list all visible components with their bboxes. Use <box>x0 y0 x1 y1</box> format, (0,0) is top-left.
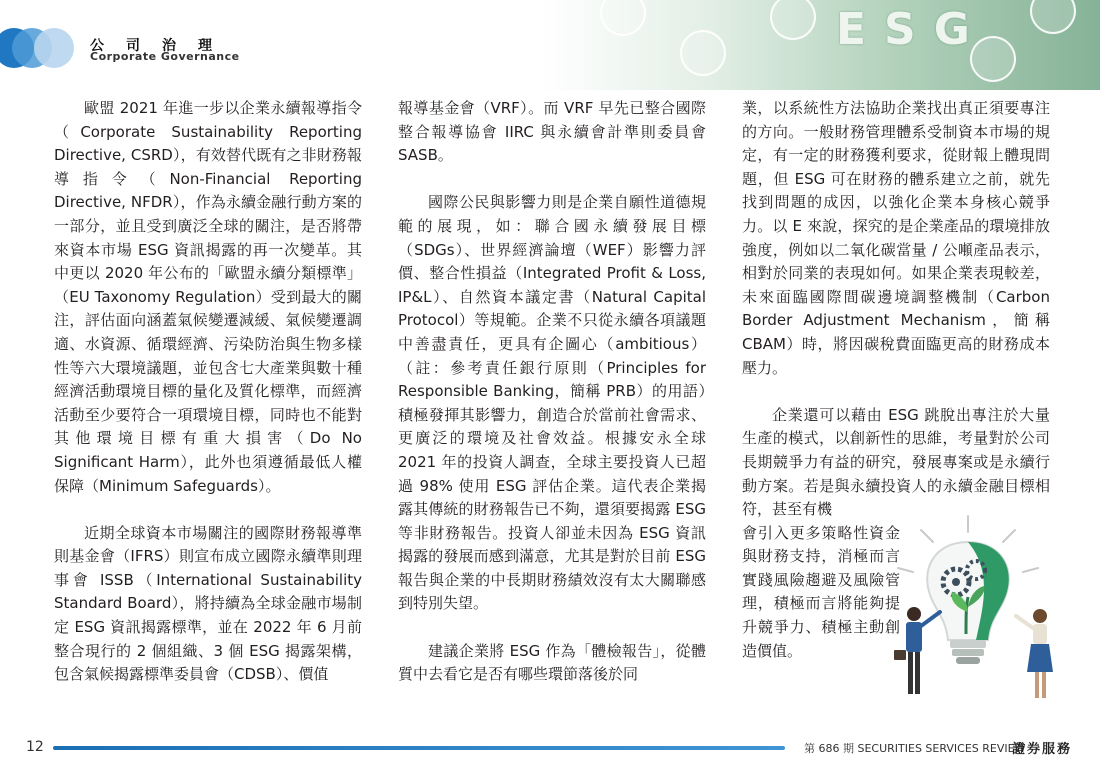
issue-label: 第 686 期 SECURITIES SERVICES REVIEW <box>804 742 1026 755</box>
paragraph: 近期全球資本市場關注的國際財務報導準則基金會（IFRS）則宣布成立國際永續準則理事會 ISSB（International Sustainability Standard Board），將持續為全球金融市場制定 ESG 資訊揭露標準，並在 2022 年 6 月前整合現行的 2 個組織、3 個 ESG 揭露架構，包含氣候揭露標準委員會（CDSB）、價值 <box>54 523 362 684</box>
article-column-1 <box>54 97 362 710</box>
lightbulb-growth-illustration <box>888 512 1068 702</box>
section-circles-logo <box>0 28 80 68</box>
footer-divider <box>53 746 785 750</box>
page-number: 12 <box>26 739 44 755</box>
esg-hex-decoration <box>680 30 726 76</box>
article-column-2 <box>398 97 706 710</box>
esg-hex-decoration <box>600 0 646 36</box>
esg-banner-art <box>540 0 1100 90</box>
esg-banner-title: ESG <box>836 4 988 55</box>
paragraph-wrap-around-illustration <box>742 522 900 664</box>
publication-brand: 證券服務 <box>1012 742 1073 757</box>
paragraph: 國際公民與影響力則是企業自願性道德規範的展現，如：聯合國永續發展目標（SDGs）、世界經濟論壇（WEF）影響力評價、整合性損益（Integrated Profit & Loss, IP&L）、自然資本議定書（Natural Capital Protocol）等規範。企業不只從永續各項議題中善盡責任，更具有企圖心（ambitious）（註：參考責任銀行原則（Principles for Responsible Banking，簡稱 PRB）的用語）積極發揮其影響力，創造合於當前社會需求、更廣泛的環境及社會效益。根據安永全球 2021 年的投資人調查，全球主要投資人已超過 98% 使用 ESG 評估企業。這代表企業揭露其傳統的財務報告已不夠，還須要揭露 ESG 等非財務報告。投資人卻並未因為 ESG 資訊揭露的發展而感到滿意，尤其是對於目前 ESG 報告與企業的中長期財務績效沒有太大關聯感到特別失望。 <box>398 193 706 613</box>
paragraph: 報導基金會（VRF）。而 VRF 早先已整合國際整合報導協會 IIRC 與永續會計準則委員會 SASB。 <box>398 99 706 165</box>
esg-hex-decoration <box>770 0 816 40</box>
section-title-zh: 公司治理 <box>90 38 234 54</box>
paragraph: 會引入更多策略性資金與財務支持，消極而言實踐風險趨避及風險管理，積極而言將能夠提升競爭力、積極主動創造價值。 <box>742 523 900 660</box>
paragraph: 企業還可以藉由 ESG 跳脫出專注於大量生產的模式，以創新性的思維，考量對於公司長期競爭力有益的研究，發展專案或是永續行動方案。若是與永續投資人的永續金融目標相符，甚至有機 <box>742 405 1050 519</box>
paragraph: 歐盟 2021 年進一步以企業永續報導指令（Corporate Sustainability Reporting Directive, CSRD），有效替代既有之非財務報導指令（Non-Financial Reporting Directive, NFDR），作為永續金融行動方案的一部分，並且受到廣泛全球的關注，是否將帶來資本市場 ESG 資訊揭露的再一次變革。其中更以 2020 年公布的「歐盟永續分類標準」（EU Taxonomy Regulation）受到最大的關注，評估面向涵蓋氣候變遷減緩、氣候變遷調適、水資源、循環經濟、污染防治與生物多樣性等六大環境議題，並包含七大產業與數十種經濟活動環境目標的量化及質化標準，而經濟活動至少要符合一項環境目標，同時也不能對其他環境目標有重大損害（Do No Significant Harm），此外也須遵循最低人權保障（Minimum Safeguards）。 <box>54 99 362 495</box>
page-header <box>0 0 1100 90</box>
esg-hex-decoration <box>1030 0 1076 34</box>
paragraph: 建議企業將 ESG 作為「體檢報告」，從體質中去看它是否有哪些環節落後於同 <box>398 641 706 684</box>
paragraph: 業，以系統性方法協助企業找出真正須要專注的方向。一般財務管理體系受制資本市場的規定，有一定的財務獲利要求，從財報上體現問題，但 ESG 可在財務的體系建立之前，就先找到問題的成因，以強化企業本身核心競爭力。以 E 來說，探究的是企業產品的環境排放強度，例如以二氧化碳當量 / 公噸產品表示，相對於同業的表現如何。如果企業表現較差，未來面臨國際間碳邊境調整機制（Carbon Border Adjustment Mechanism，簡稱 CBAM）時，將因碳稅費面臨更高的財務成本壓力。 <box>742 99 1050 377</box>
section-title-en: Corporate Governance <box>90 50 240 63</box>
